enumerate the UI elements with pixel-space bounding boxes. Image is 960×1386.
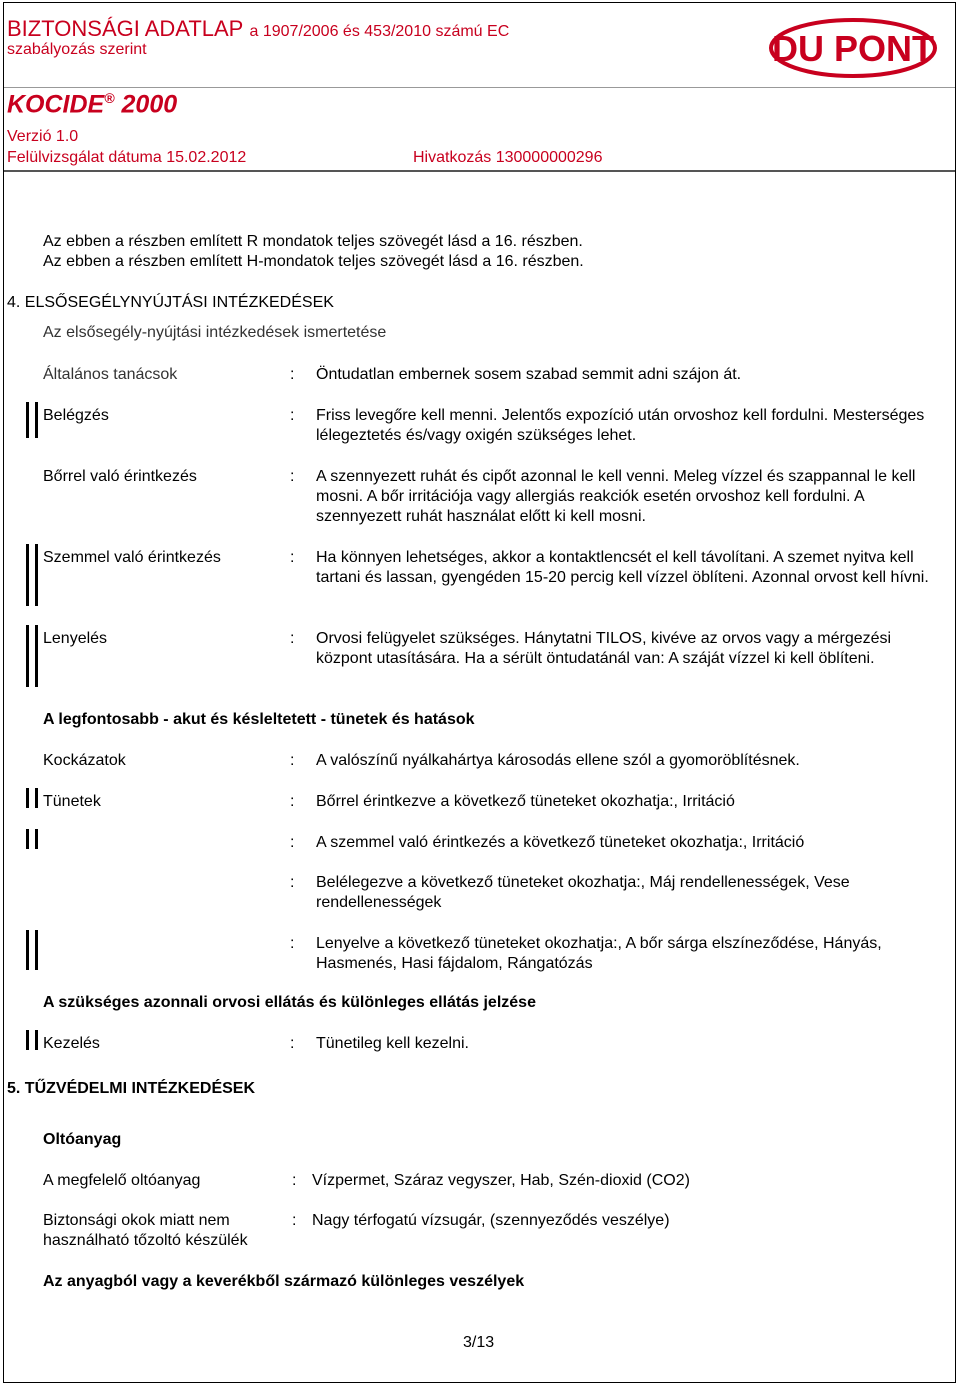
general-advice-label: Általános tanácsok (43, 366, 178, 383)
change-bar (35, 1030, 38, 1050)
symptoms-heading: A legfontosabb - akut és késleltetett - tünetek és hatások (43, 711, 475, 728)
change-bar (26, 1030, 29, 1050)
ingestion-text: Orvosi felügyelet szükséges. Hánytatni TILOS, kivéve az orvos vagy a mérgezési központ utasítására. Ha a sérült öntudatánál van: A száját vízzel ki kell öblíteni. (316, 630, 892, 667)
section-5-heading: 5. TŰZVÉDELMI INTÉZKEDÉSEK (7, 1080, 256, 1097)
risks-text: A valószínű nyálkahártya károsodás ellene szól a gyomoröblítésnek. (316, 752, 800, 769)
regulation-text-2: szabályozás szerint (7, 41, 147, 58)
document-title: BIZTONSÁGI ADATLAP a 1907/2006 és 453/2010 számú EC (7, 16, 510, 41)
skin-contact-label: Bőrrel való érintkezés (43, 468, 197, 485)
header-bottom-divider (4, 170, 955, 172)
change-bar (26, 625, 29, 687)
colon: : (290, 752, 295, 769)
symptom-ingestion: Lenyelve a következő tüneteket okozhatja:, A bőr sárga elszíneződése, Hányás, Hasmenés, Hasi fájdalom, Rángatózás (316, 935, 882, 972)
colon: : (290, 549, 295, 566)
unsuitable-media-text: Nagy térfogatú vízsugár, (szennyeződés veszélye) (312, 1212, 670, 1229)
change-bar (35, 402, 38, 438)
change-bar (35, 544, 38, 606)
change-bar (26, 930, 29, 970)
colon: : (290, 468, 295, 485)
colon: : (290, 935, 295, 952)
colon: : (290, 1035, 295, 1052)
header-divider (4, 87, 955, 88)
extinguishing-media-heading: Oltóanyag (43, 1131, 122, 1148)
suitable-media-label: A megfelelő oltóanyag (43, 1172, 201, 1189)
eye-contact-text: Ha könnyen lehetséges, akkor a kontaktlencsét el kell távolítani. A szemet nyitva kell tartani és lassan, gyengéden 15-20 percig kell vízzel öblíteni. Azonnal orvost kell hívni. (316, 549, 929, 586)
risks-label: Kockázatok (43, 752, 126, 769)
change-bar (35, 829, 38, 849)
ingestion-label: Lenyelés (43, 630, 108, 647)
unsuitable-media-label-2: használható tőzoltó készülék (43, 1232, 248, 1249)
general-advice-text: Öntudatlan embernek sosem szabad semmit adni szájon át. (316, 366, 742, 383)
skin-contact-text: A szennyezett ruhát és cipőt azonnal le kell venni. Meleg vízzel és szappannal le kell mosni. A bőr irritációja vagy allergiás reakciók esetén orvoshoz kell fordulni. A szennyezett ruhát használat előtt ki kell mosni. (316, 468, 916, 525)
review-date: Felülvizsgálat dátuma 15.02.2012 (7, 149, 247, 166)
special-hazards-heading: Az anyagból vagy a keverékből származó különleges veszélyek (43, 1273, 525, 1290)
change-bar (26, 788, 29, 808)
medical-attention-heading: A szükséges azonnali orvosi ellátás és különleges ellátás jelzése (43, 994, 536, 1011)
colon: : (290, 834, 295, 851)
suitable-media-text: Vízpermet, Száraz vegyszer, Hab, Szén-dioxid (CO2) (312, 1172, 690, 1189)
treatment-text: Tünetileg kell kezelni. (316, 1035, 469, 1052)
symptom-skin: Bőrrel érintkezve a következő tüneteket okozhatja:, Irritáció (316, 793, 735, 810)
change-bar (26, 829, 29, 849)
colon: : (290, 407, 295, 424)
colon: : (290, 793, 295, 810)
change-bar (35, 625, 38, 687)
page-number: 3/13 (463, 1334, 495, 1351)
section-4-heading: 4. ELSŐSEGÉLYNYÚJTÁSI INTÉZKEDÉSEK (7, 294, 334, 311)
inhalation-text: Friss levegőre kell menni. Jelentős expozíció után orvoshoz kell fordulni. Mesterséges lélegeztetés és/vagy oxigén szükséges lehet. (316, 407, 925, 444)
regulation-text: a 1907/2006 és 453/2010 számú EC (249, 23, 510, 40)
intro-line-2: Az ebben a részben említett H-mondatok teljes szövegét lásd a 16. részben. (43, 253, 584, 270)
treatment-label: Kezelés (43, 1035, 100, 1052)
first-aid-subheading: Az elsősegély-nyújtási intézkedések ismertetése (43, 324, 387, 341)
change-bar (35, 930, 38, 970)
eye-contact-label: Szemmel való érintkezés (43, 549, 221, 566)
svg-text:DU PONT: DU PONT (772, 28, 934, 69)
colon: : (292, 1212, 297, 1229)
inhalation-label: Belégzés (43, 407, 109, 424)
colon: : (292, 1172, 297, 1189)
symptom-inhalation: Belélegezve a következő tüneteket okozhatja:, Máj rendellenességek, Vese rendellenességek (316, 874, 850, 911)
colon: : (290, 366, 295, 383)
symptom-eye: A szemmel való érintkezés a következő tüneteket okozhatja:, Irritáció (316, 834, 805, 851)
change-bar (26, 544, 29, 606)
intro-line-1: Az ebben a részben említett R mondatok teljes szövegét lásd a 16. részben. (43, 233, 583, 250)
reference-number: Hivatkozás 130000000296 (413, 149, 603, 166)
version-text: Verzió 1.0 (7, 128, 79, 145)
dupont-logo (769, 18, 937, 78)
colon: : (290, 630, 295, 647)
change-bar (35, 788, 38, 808)
change-bar (26, 402, 29, 438)
unsuitable-media-label: Biztonsági okok miatt nem (43, 1212, 230, 1229)
product-name: KOCIDE® 2000 (7, 90, 178, 119)
symptoms-label: Tünetek (43, 793, 101, 810)
colon: : (290, 874, 295, 891)
